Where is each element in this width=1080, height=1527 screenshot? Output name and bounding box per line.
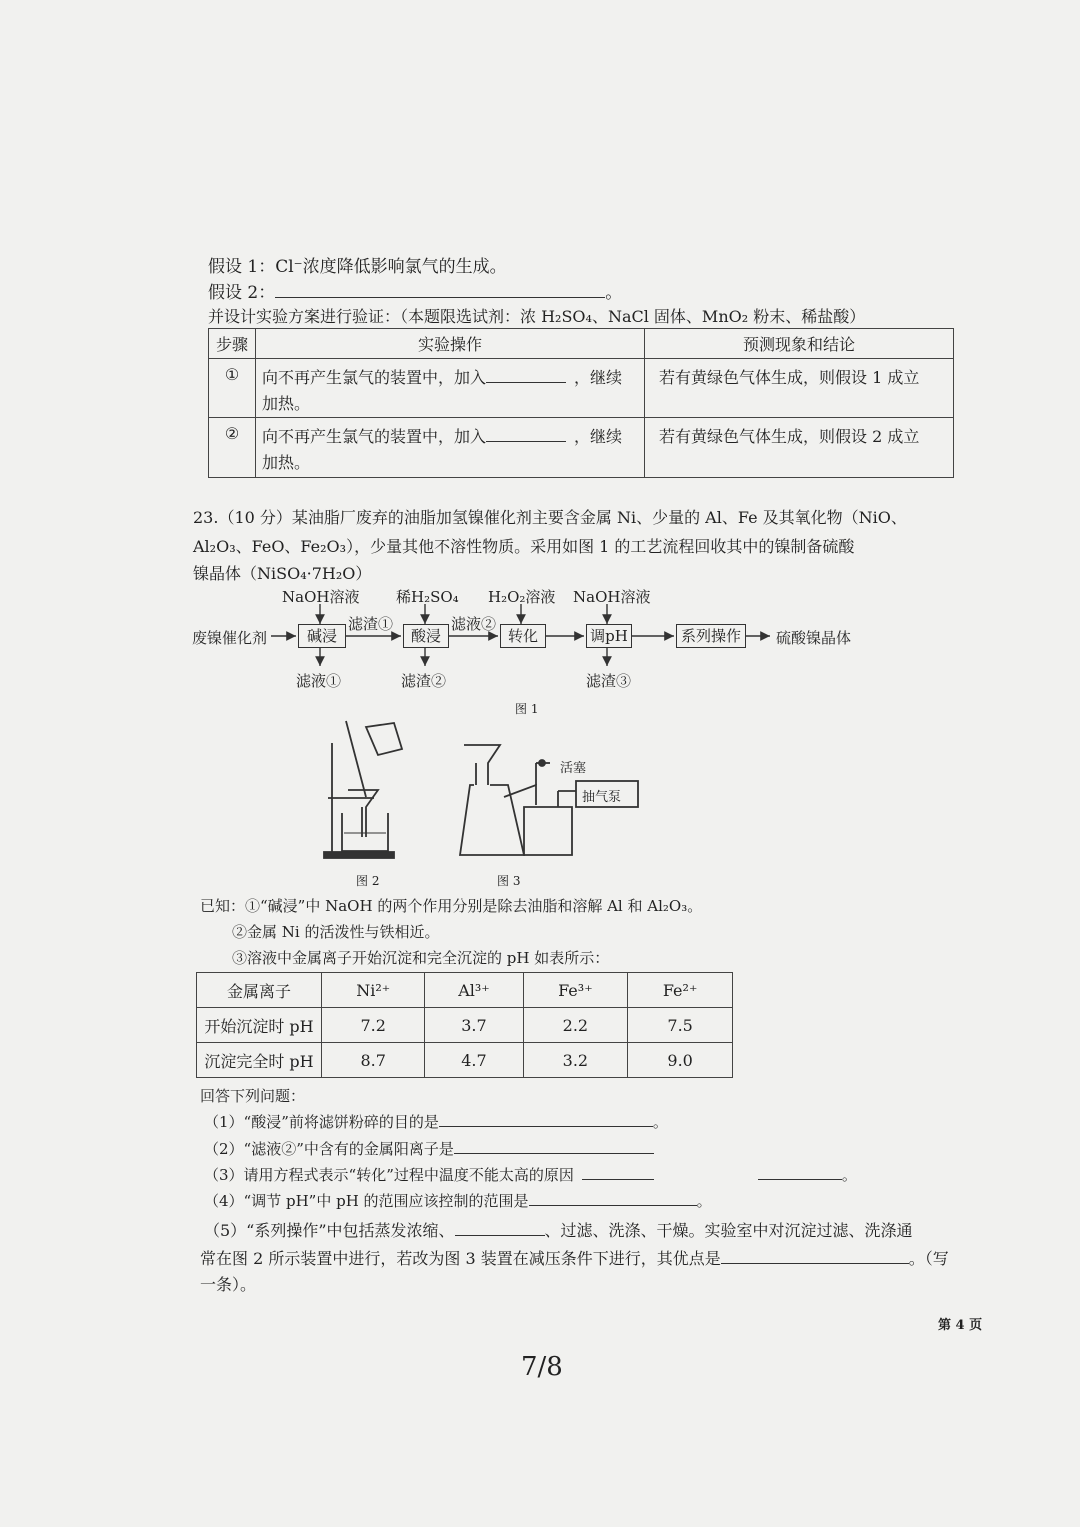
reagent-h2so4: 稀H₂SO₄ (396, 588, 459, 606)
question-5-text: 、过滤、洗涤、干燥。实验室中对沉淀过滤、洗涤通 (544, 1221, 913, 1240)
funnel-icon (348, 790, 378, 837)
table-row (197, 1008, 733, 1043)
answer-blank (582, 1165, 654, 1180)
label-stopcock: 活塞 (560, 761, 587, 776)
answer-blank (454, 1139, 654, 1154)
question-5-text: 常在图 2 所示装置中进行，若改为图 3 装置在减压条件下进行，其优点是 (200, 1249, 721, 1268)
question-5-text: 。（写 (908, 1249, 949, 1268)
question-2-text: （2）“滤液②”中含有的金属阳离子是 (204, 1140, 454, 1158)
flow-step-conversion: 转化 (500, 624, 546, 648)
ph-table-cell: 4.7 (425, 1043, 523, 1078)
question-period: 。 (696, 1192, 712, 1210)
ph-table-header: Fe³⁺ (523, 973, 628, 1008)
question-period: 。 (652, 1113, 668, 1131)
ph-table-header: 金属离子 (197, 973, 322, 1008)
known-2: ②金属 Ni 的活泼性与铁相近。 (232, 923, 440, 941)
table1-header-result: 预测现象和结论 (645, 329, 954, 359)
hypothesis-2-end: 。 (605, 283, 623, 303)
flow-start: 废镍催化剂 (192, 629, 268, 647)
between-residue-1: 滤渣① (348, 615, 394, 633)
stand-base (324, 852, 394, 858)
small-page-number: 第 4 页 (938, 1318, 983, 1333)
hypothesis-1: 假设 1：Cl⁻浓度降低影响氯气的生成。 (208, 257, 507, 277)
answer-blank (529, 1191, 697, 1206)
reagent-naoh-2: NaOH溶液 (573, 588, 651, 606)
output-residue-2: 滤渣② (401, 672, 447, 690)
stopcock-icon (539, 760, 545, 766)
answer-blank (721, 1249, 909, 1264)
label-pump: 抽气泵 (582, 790, 622, 805)
ph-table-cell: 开始沉淀时 pH (197, 1008, 322, 1043)
fig1-caption: 图 1 (515, 702, 539, 716)
operation-text: 向不再产生氯气的装置中，加入 (262, 427, 487, 446)
questions-intro: 回答下列问题： (200, 1087, 306, 1105)
question-5-text: （5）“系列操作”中包括蒸发浓缩、 (204, 1221, 455, 1240)
between-filtrate-2: 滤液② (451, 615, 497, 633)
table1-step: ② (209, 418, 256, 478)
fig2-caption: 图 2 (356, 874, 380, 888)
ph-table-cell: 3.7 (425, 1008, 523, 1043)
answer-blank (758, 1165, 842, 1180)
ph-table-cell: 8.7 (322, 1043, 425, 1078)
design-instruction: 并设计实验方案进行验证：（本题限选试剂：浓 H₂SO₄、NaCl 固体、MnO₂ 粉末、稀盐酸） (208, 307, 866, 326)
q23-line2: Al₂O₃、FeO、Fe₂O₃），少量其他不溶性物质。采用如图 1 的工艺流程回收其中的镍制备硫酸 (193, 537, 855, 556)
ph-table-cell: 2.2 (523, 1008, 628, 1043)
question-4-text: （4）“调节 pH”中 pH 的范围应该控制的范围是 (204, 1192, 529, 1210)
glass-rod (346, 721, 366, 797)
operation-text: ，继续 (574, 368, 623, 387)
question-1 (204, 1111, 668, 1132)
ph-table-cell: 7.5 (628, 1008, 733, 1043)
operation-text: 加热。 (262, 394, 311, 413)
reagent-naoh-1: NaOH溶液 (282, 588, 360, 606)
reagent-h2o2: H₂O₂溶液 (488, 588, 556, 606)
table-row (197, 973, 733, 1008)
table1-result: 若有黄绿色气体生成，则假设 2 成立 (645, 418, 954, 478)
question-3-text: （3）请用方程式表示“转化”过程中温度不能太高的原因 (204, 1166, 574, 1184)
question-5-line3: 一条）。 (200, 1275, 257, 1294)
table1-result: 若有黄绿色气体生成，则假设 1 成立 (645, 359, 954, 418)
table1-header-operation: 实验操作 (256, 329, 645, 359)
flow-step-alkali-leach: 碱浸 (298, 624, 346, 648)
flow-step-series-ops: 系列操作 (676, 624, 746, 648)
operation-text: 加热。 (262, 453, 311, 472)
ph-table-cell: 9.0 (628, 1043, 733, 1078)
question-5-line1 (204, 1218, 913, 1241)
question-4 (204, 1190, 712, 1211)
ph-table-cell: 3.2 (523, 1043, 628, 1078)
page-number: 7/8 (521, 1352, 563, 1382)
known-3: ③溶液中金属离子开始沉淀和完全沉淀的 pH 如表所示： (232, 949, 610, 967)
beaker-icon (342, 813, 388, 851)
operation-text: 向不再产生氯气的装置中，加入 (262, 368, 487, 387)
question-2 (204, 1138, 654, 1159)
known-1: 已知：①“碱浸”中 NaOH 的两个作用分别是除去油脂和溶解 Al 和 Al₂O₃。 (200, 897, 703, 915)
table1-header-step: 步骤 (209, 329, 256, 359)
table1-step: ① (209, 359, 256, 418)
ph-table (196, 972, 733, 1078)
buchner-funnel-icon (464, 745, 500, 785)
answer-blank (455, 1221, 545, 1236)
ph-table-header: Al³⁺ (425, 973, 523, 1008)
output-filtrate-1: 滤液① (296, 672, 342, 690)
ph-table-cell: 沉淀完全时 pH (197, 1043, 322, 1078)
output-residue-3: 滤渣③ (586, 672, 632, 690)
operation-text: ，继续 (574, 427, 623, 446)
table-row (197, 1043, 733, 1078)
q23-line3: 镍晶体（NiSO₄·7H₂O） (193, 564, 372, 583)
ph-table-header: Fe²⁺ (628, 973, 733, 1008)
suction-flask-icon (460, 785, 524, 855)
hypothesis-2-label: 假设 2： (208, 283, 276, 303)
flow-step-acid-leach: 酸浸 (403, 624, 449, 648)
ph-table-header: Ni²⁺ (322, 973, 425, 1008)
fig3-caption: 图 3 (497, 874, 521, 888)
answer-blank (439, 1112, 653, 1127)
question-3 (204, 1164, 857, 1185)
pouring-beaker-icon (366, 723, 402, 755)
flow-arrows (0, 0, 1080, 720)
question-period: 。 (841, 1166, 857, 1184)
question-5-line2 (200, 1246, 949, 1269)
q23-line1: 23.（10 分）某油脂厂废弃的油脂加氢镍催化剂主要含金属 Ni、少量的 Al、Fe 及其氧化物（NiO、 (193, 508, 907, 527)
flow-step-adjust-ph: 调pH (586, 624, 632, 648)
safety-bottle-icon (524, 807, 572, 855)
question-1-text: （1）“酸浸”前将滤饼粉碎的目的是 (204, 1113, 439, 1131)
ph-table-cell: 7.2 (322, 1008, 425, 1043)
flow-end: 硫酸镍晶体 (776, 629, 852, 647)
